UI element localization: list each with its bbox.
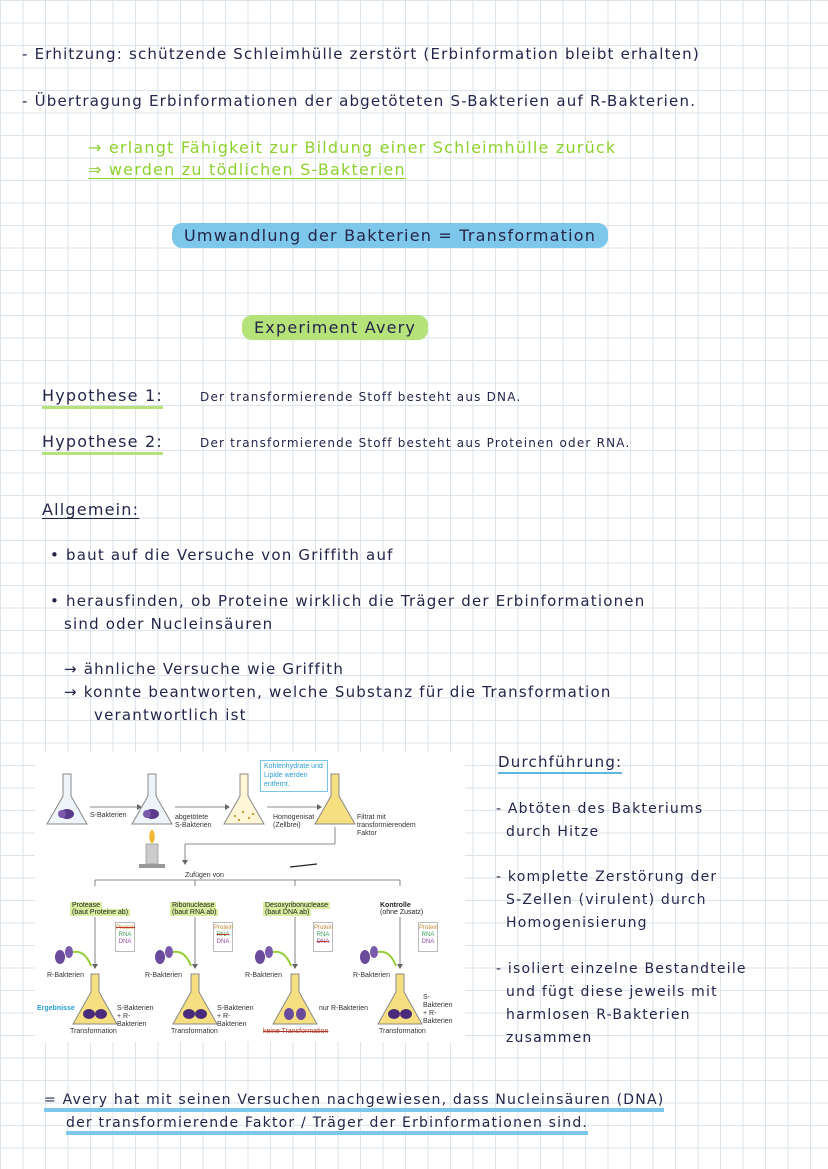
intro-arrow-1: → erlangt Fähigkeit zur Bildung einer Schleimhülle zurück — [88, 138, 617, 157]
paper-4-protein: Protein — [419, 925, 439, 931]
result-flask-1 — [73, 974, 117, 1024]
conclusion-line-1 — [44, 1092, 664, 1108]
procedure-item-2-line-1: - komplette Zerstörung der — [496, 869, 718, 885]
procedure-item-3-line-4: zusammen — [506, 1030, 593, 1046]
general-arrow-1: → ähnliche Versuche wie Griffith — [64, 660, 345, 678]
label-zufuegen: Zufügen von — [185, 872, 224, 879]
intro-line-2: - Übertragung Erbinformationen der abgetöteten S-Bakterien auf R-Bakterien. — [22, 92, 697, 110]
outcome-2: Transformation — [171, 1028, 218, 1035]
outcome-3: keine Transformation — [263, 1028, 329, 1035]
flask-abgetoetete — [132, 774, 172, 824]
paper-4 — [418, 922, 438, 952]
enzyme-desoxyribonuclease — [263, 902, 330, 916]
enzyme-ribonuclease — [170, 902, 218, 916]
enzyme-protease-name: Protease — [72, 902, 101, 909]
intro-arrow-2-text: ⇒ werden zu tödlichen S-Bakterien — [88, 160, 406, 179]
label-ergebnisse: Ergebnisse — [37, 1005, 75, 1012]
procedure-item-1-line-2: durch Hitze — [506, 824, 600, 840]
enzyme-kontrolle — [380, 902, 423, 916]
paper-3-dna: DNA — [316, 939, 330, 946]
hypothesis-1-label-text: Hypothese 1: — [42, 386, 163, 409]
transformation-title-text: Umwandlung der Bakterien = Transformation — [172, 223, 608, 248]
paper-3 — [313, 922, 333, 952]
outcome-1: Transformation — [70, 1028, 117, 1035]
result-flask-2 — [173, 974, 217, 1024]
intro-arrow-2 — [88, 160, 406, 179]
general-title-text: Allgemein: — [42, 500, 140, 519]
bunsen-burner — [139, 830, 165, 868]
label-r-bakterien-2: R-Bakterien — [145, 972, 182, 979]
procedure-item-2-line-2: S-Zellen (virulent) durch — [506, 892, 707, 908]
experiment-title — [242, 318, 428, 337]
hypothesis-2-label — [42, 432, 163, 451]
general-bullet-2-line-2: sind oder Nucleinsäuren — [64, 615, 274, 633]
label-zellbrei: (Zellbrei) — [273, 822, 301, 829]
enzyme-desoxyribonuclease-sub: (baut DNA ab) — [265, 909, 310, 916]
procedure-item-1-line-1: - Abtöten des Bakteriums — [496, 801, 704, 817]
label-filtrat: Filtrat mit transformierendem Faktor — [357, 814, 416, 838]
experiment-title-text: Experiment Avery — [242, 315, 428, 340]
label-s-bakterien-2: S-Bakterien — [175, 822, 212, 829]
result-flask-3 — [273, 974, 317, 1024]
hypothesis-1-label — [42, 386, 163, 405]
label-abgetoetete: abgetötete — [175, 814, 209, 821]
hypothesis-2-text: Der transformierende Stoff besteht aus Proteinen oder RNA. — [200, 436, 631, 450]
enzyme-ribonuclease-name: Ribonuclease — [172, 902, 215, 909]
intro-line-1: - Erhitzung: schützende Schleimhülle zerstört (Erbinformation bleibt erhalten) — [22, 45, 700, 63]
paper-3-rna: RNA — [316, 932, 330, 939]
general-arrow-2-line-1: → konnte beantworten, welche Substanz für die Transformation — [64, 683, 612, 701]
enzyme-protease-sub: (baut Proteine ab) — [72, 909, 129, 916]
procedure-item-1 — [496, 798, 703, 844]
paper-3-protein: Protein — [314, 925, 334, 931]
note-kohlenhydrate: Kohlenhydrate und Lipide werden entfernt. — [260, 760, 328, 792]
result-4-text: S-Bakterien + R-Bakterien — [423, 994, 453, 1026]
result-3-text: nur R-Bakterien — [319, 1005, 369, 1012]
paper-4-rna: RNA — [421, 932, 435, 939]
general-arrow-2-line-2: verantwortlich ist — [94, 706, 247, 724]
paper-1 — [115, 922, 135, 952]
hypothesis-2-label-text: Hypothese 2: — [42, 432, 163, 455]
enzyme-protease — [70, 902, 130, 916]
outcome-4: Transformation — [379, 1028, 426, 1035]
procedure-item-2 — [496, 866, 717, 935]
enzyme-kontrolle-name: Kontrolle — [380, 902, 411, 909]
label-homogenisat: Homogenisat — [273, 814, 315, 821]
transformation-title — [172, 226, 608, 245]
result-flask-4 — [378, 974, 422, 1024]
conclusion-line-2-text: der transformierende Faktor / Träger der Erbinformationen sind. — [66, 1115, 588, 1135]
hypothesis-1-text: Der transformierende Stoff besteht aus DNA. — [200, 390, 522, 404]
label-r-bakterien-1: R-Bakterien — [47, 972, 84, 979]
conclusion-line-1-text: = Avery hat mit seinen Versuchen nachgewiesen, dass Nucleinsäuren (DNA) — [44, 1092, 664, 1112]
label-s-bakterien: S-Bakterien — [90, 812, 127, 819]
paper-1-protein: Protein — [116, 925, 136, 931]
flask-s-bakterien — [47, 774, 87, 824]
result-2-text: S-Bakterien + R-Bakterien — [217, 1005, 254, 1029]
diagram-drawing — [35, 752, 465, 1042]
paper-1-rna: RNA — [118, 932, 132, 939]
conclusion-line-2 — [66, 1115, 588, 1131]
general-title — [42, 500, 139, 519]
paper-2-rna: RNA — [216, 932, 230, 939]
procedure-title — [498, 753, 622, 771]
paper-2-dna: DNA — [216, 939, 230, 946]
label-r-bakterien-4: R-Bakterien — [353, 972, 390, 979]
avery-diagram — [35, 752, 465, 1042]
paper-2-protein: Protein — [214, 925, 234, 931]
procedure-item-2-line-3: Homogenisierung — [506, 915, 648, 931]
procedure-item-3-line-3: harmlosen R-Bakterien — [506, 1007, 691, 1023]
label-r-bakterien-3: R-Bakterien — [245, 972, 282, 979]
enzyme-ribonuclease-sub: (baut RNA ab) — [172, 909, 217, 916]
flask-homogenisat — [224, 774, 264, 824]
procedure-title-text: Durchführung: — [498, 753, 622, 774]
general-bullet-2-line-1: • herausfinden, ob Proteine wirklich die Träger der Erbinformationen — [50, 592, 646, 610]
procedure-item-3-line-2: und fügt diese jeweils mit — [506, 984, 718, 1000]
procedure-item-3 — [496, 958, 747, 1050]
paper-1-dna: DNA — [118, 939, 132, 946]
result-1-text: S-Bakterien + R-Bakterien — [117, 1005, 154, 1029]
enzyme-desoxyribonuclease-name: Desoxyribonuclease — [265, 902, 329, 909]
paper-4-dna: DNA — [421, 939, 435, 946]
procedure-item-3-line-1: - isoliert einzelne Bestandteile — [496, 961, 747, 977]
paper-2 — [213, 922, 233, 952]
enzyme-kontrolle-sub: (ohne Zusatz) — [380, 909, 424, 916]
general-bullet-1: • baut auf die Versuche von Griffith auf — [50, 546, 394, 564]
